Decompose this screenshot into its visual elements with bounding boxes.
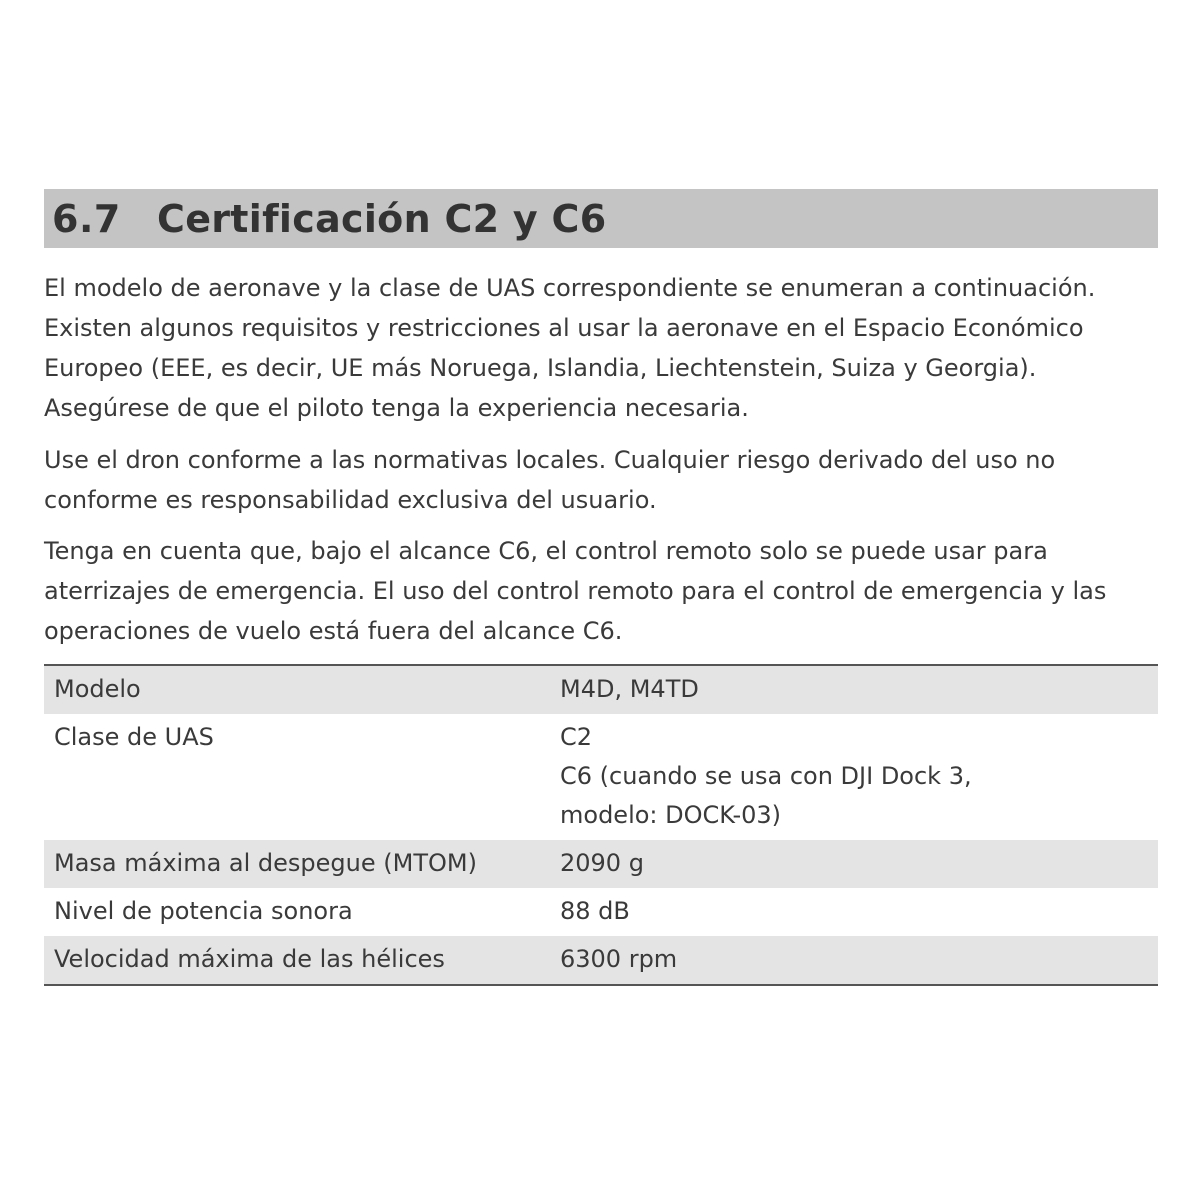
row-value-line: 2090 g — [560, 849, 644, 877]
row-value-line: C2 — [560, 723, 593, 751]
table-row-model — [44, 665, 1158, 714]
row-label: Clase de UAS — [54, 723, 214, 751]
row-value — [560, 888, 1158, 936]
row-value-line: 88 dB — [560, 897, 630, 925]
row-value — [560, 665, 1158, 714]
c6-scope-paragraph: Tenga en cuenta que, bajo el alcance C6, el control remoto solo se puede usar para aterrizajes de emergencia. El uso del control remoto para el control de emergencia y las operaciones de vuelo está fuera del alcance C6. — [44, 537, 1107, 645]
row-value-line: C6 (cuando se usa con DJI Dock 3, modelo: DOCK-03) — [560, 762, 972, 829]
row-label: Nivel de potencia sonora — [54, 897, 353, 925]
row-value — [560, 936, 1158, 985]
section-number: 6.7 — [52, 196, 121, 241]
intro-paragraph: El modelo de aeronave y la clase de UAS correspondiente se enumeran a continuación. Existen algunos requisitos y restricciones al usar la aeronave en el Espacio Económico Europeo (EEE, es decir, UE más Noruega, Islandia, Liechtenstein, Suiza y Georgia). Asegúrese de que el piloto tenga la experiencia necesaria. — [44, 274, 1096, 422]
row-value-line: 6300 rpm — [560, 945, 678, 973]
row-value-line: M4D, M4TD — [560, 675, 699, 703]
certification-table — [44, 664, 1158, 986]
table-row-propeller-speed — [44, 936, 1158, 985]
regulation-paragraph: Use el dron conforme a las normativas locales. Cualquier riesgo derivado del uso no conforme es responsabilidad exclusiva del usuario. — [44, 446, 1056, 514]
table-row-mtom — [44, 840, 1158, 888]
table-row-sound-power — [44, 888, 1158, 936]
row-value — [560, 840, 1158, 888]
section-heading — [44, 189, 1158, 248]
row-value — [560, 714, 1158, 840]
section-title: Certificación C2 y C6 — [157, 196, 607, 241]
table-row-uas-class — [44, 714, 1158, 840]
row-label: Masa máxima al despegue (MTOM) — [54, 849, 477, 877]
row-label: Modelo — [54, 675, 141, 703]
row-label: Velocidad máxima de las hélices — [54, 945, 445, 973]
